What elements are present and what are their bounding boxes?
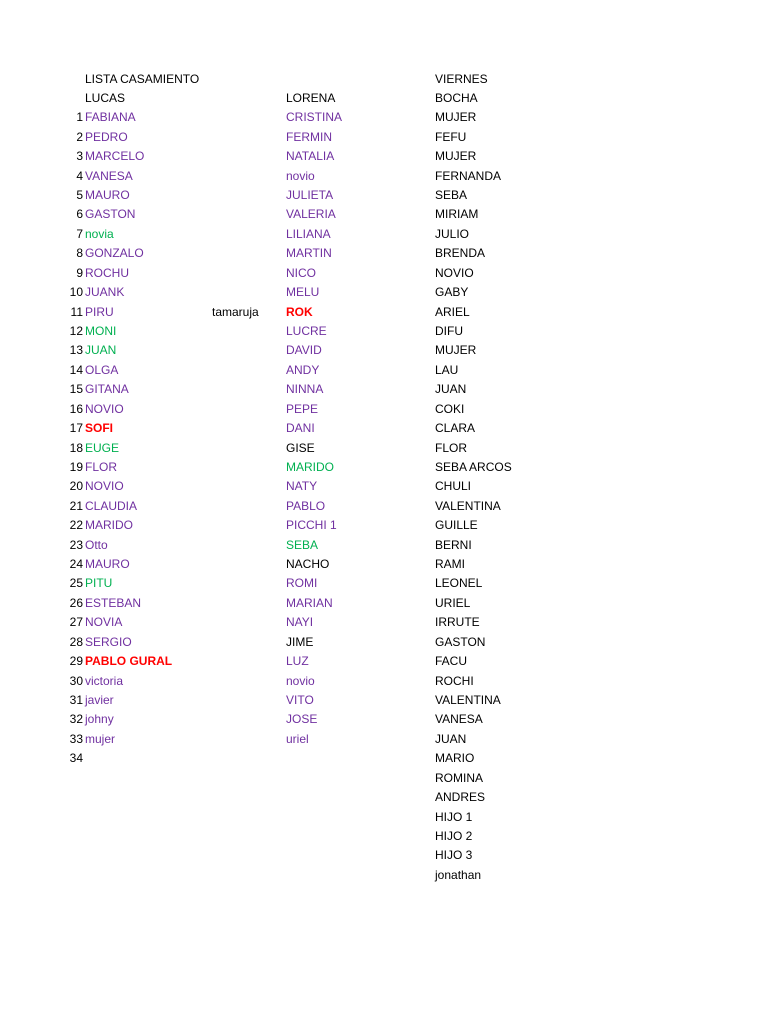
- row-number: 1: [76, 110, 83, 125]
- guest-name: LAU: [435, 362, 459, 377]
- row-number: 33: [69, 731, 83, 746]
- guest-name: BERNI: [435, 537, 472, 552]
- guest-name: NATALIA: [286, 149, 335, 164]
- guest-name: VALERIA: [286, 207, 336, 222]
- guest-name: VALENTINA: [435, 498, 501, 513]
- guest-name: DANI: [286, 421, 315, 436]
- guest-name: ROCHU: [85, 265, 129, 280]
- guest-name: novia: [85, 226, 114, 241]
- guest-name: NICO: [286, 265, 316, 280]
- guest-name: PABLO: [286, 498, 326, 513]
- column-header-viernes: VIERNES: [435, 71, 488, 86]
- guest-name: JUAN: [85, 343, 117, 358]
- guest-name: COKI: [435, 401, 465, 416]
- guest-name: FERNANDA: [435, 168, 502, 183]
- guest-name: PIRU: [85, 304, 114, 319]
- guest-name: VANESA: [85, 168, 133, 183]
- guest-name: VANESA: [435, 712, 483, 727]
- guest-name: FABIANA: [85, 110, 136, 125]
- guest-name: PITU: [85, 576, 113, 591]
- row-number: 13: [69, 343, 83, 358]
- guest-name: MIRIAM: [435, 207, 479, 222]
- guest-name: ROMI: [286, 576, 318, 591]
- guest-name: novio: [286, 168, 315, 183]
- row-number: 8: [76, 246, 83, 261]
- guest-name: FLOR: [85, 459, 118, 474]
- guest-name: FEFU: [435, 129, 467, 144]
- guest-name: FACU: [435, 654, 468, 669]
- row-number: 30: [69, 673, 83, 688]
- guest-name: CRISTINA: [286, 110, 343, 125]
- guest-name: NOVIO: [85, 401, 124, 416]
- guest-name: MUJER: [435, 149, 477, 164]
- guest-name: GITANA: [85, 382, 129, 397]
- guest-name: JULIO: [435, 226, 470, 241]
- row-number: 10: [69, 285, 83, 300]
- guest-name: mujer: [85, 731, 116, 746]
- guest-name: FERMIN: [286, 129, 332, 144]
- guest-name: ANDY: [286, 362, 320, 377]
- guest-name: SEBA: [286, 537, 319, 552]
- guest-name: JOSE: [286, 712, 318, 727]
- guest-name: MARIDO: [286, 459, 334, 474]
- row-number: 25: [69, 576, 83, 591]
- row-number: 34: [69, 751, 83, 766]
- guest-name: NATY: [286, 479, 318, 494]
- guest-name: SOFI: [85, 421, 114, 436]
- guest-name: JIME: [286, 634, 314, 649]
- guest-name: LUZ: [286, 654, 309, 669]
- row-number: 27: [69, 615, 83, 630]
- guest-name: LUCRE: [286, 324, 327, 338]
- guest-name: MARCELO: [85, 149, 145, 164]
- guest-name: Otto: [85, 537, 108, 552]
- guest-name: JUANK: [85, 285, 125, 300]
- row-number: 32: [69, 712, 83, 727]
- guest-name: MELU: [286, 285, 320, 300]
- guest-name: OLGA: [85, 362, 119, 377]
- guest-name: CHULI: [435, 479, 472, 494]
- side-note: tamaruja: [212, 304, 259, 319]
- guest-name: MARIDO: [85, 518, 133, 533]
- row-number: 12: [69, 324, 83, 338]
- guest-name: MAURO: [85, 557, 130, 571]
- guest-name: PICCHI 1: [286, 518, 337, 533]
- guest-name: ARIEL: [435, 304, 470, 319]
- row-number: 17: [69, 421, 83, 436]
- row-number: 14: [69, 362, 83, 377]
- column-header-lorena: LORENA: [286, 90, 336, 105]
- row-number: 6: [76, 207, 83, 222]
- guest-name: novio: [286, 673, 315, 688]
- row-number: 22: [69, 518, 83, 533]
- guest-name: PABLO GURAL: [85, 654, 173, 669]
- row-number: 20: [69, 479, 83, 494]
- row-number: 21: [69, 498, 83, 513]
- guest-name: NAYI: [286, 615, 314, 630]
- guest-name: EUGE: [85, 440, 120, 455]
- guest-name: BOCHA: [435, 90, 478, 105]
- guest-name: JUAN: [435, 731, 467, 746]
- row-number: 16: [69, 401, 83, 416]
- guest-name: ESTEBAN: [85, 595, 142, 610]
- guest-name: GASTON: [435, 634, 486, 649]
- guest-name: PEDRO: [85, 129, 128, 144]
- guest-name: VALENTINA: [435, 692, 501, 707]
- guest-name: uriel: [286, 731, 309, 746]
- guest-name: DIFU: [435, 324, 463, 338]
- guest-name: johny: [85, 712, 114, 727]
- guest-name: NOVIO: [435, 265, 474, 280]
- guest-name: MONI: [85, 324, 117, 338]
- guest-name: victoria: [85, 673, 124, 688]
- guest-name: GISE: [286, 440, 315, 455]
- guest-name: SERGIO: [85, 634, 132, 649]
- guest-name: MAURO: [85, 188, 130, 202]
- guest-name: CLAUDIA: [85, 498, 138, 513]
- guest-name: IRRUTE: [435, 615, 480, 630]
- guest-name: VITO: [286, 692, 314, 707]
- guest-name: PEPE: [286, 401, 319, 416]
- guest-name: ROMINA: [435, 770, 483, 785]
- column-header-lucas: LUCAS: [85, 90, 126, 105]
- row-number: 26: [69, 595, 83, 610]
- guest-name: GABY: [435, 285, 469, 300]
- row-number: 2: [76, 129, 83, 144]
- guest-name: FLOR: [435, 440, 468, 455]
- row-number: 19: [69, 459, 83, 474]
- guest-name: JUAN: [435, 382, 467, 397]
- row-number: 4: [76, 168, 83, 183]
- guest-name: DAVID: [286, 343, 322, 358]
- guest-name: NACHO: [286, 557, 330, 571]
- guest-name: jonathan: [435, 867, 482, 882]
- guest-name: URIEL: [435, 595, 471, 610]
- row-number: 24: [69, 557, 83, 571]
- guest-name: BRENDA: [435, 246, 486, 261]
- guest-name: CLARA: [435, 421, 476, 436]
- guest-name: NOVIO: [85, 479, 124, 494]
- guest-name: SEBA: [435, 188, 468, 202]
- guest-name: MUJER: [435, 110, 477, 125]
- row-number: 29: [69, 654, 83, 669]
- guest-name: javier: [85, 692, 114, 707]
- guest-name: HIJO 2: [435, 828, 473, 843]
- guest-name: NINNA: [286, 382, 324, 397]
- row-number: 7: [76, 226, 83, 241]
- list-title: LISTA CASAMIENTO: [85, 71, 200, 86]
- guest-name: GONZALO: [85, 246, 144, 261]
- guest-name: MARIO: [435, 751, 475, 766]
- guest-name: ROCHI: [435, 673, 474, 688]
- guest-name: JULIETA: [286, 188, 334, 202]
- guest-name: HIJO 3: [435, 848, 473, 863]
- row-number: 23: [69, 537, 83, 552]
- guest-name: LILIANA: [286, 226, 331, 241]
- guest-name: HIJO 1: [435, 809, 473, 824]
- row-number: 15: [69, 382, 83, 397]
- guest-name: MARTIN: [286, 246, 332, 261]
- guest-name: ANDRES: [435, 790, 486, 804]
- row-number: 9: [76, 265, 83, 280]
- guest-name: NOVIA: [85, 615, 123, 630]
- guest-name: LEONEL: [435, 576, 483, 591]
- row-number: 31: [69, 692, 83, 707]
- row-number: 28: [69, 634, 83, 649]
- guest-name: GASTON: [85, 207, 136, 222]
- row-number: 18: [69, 440, 83, 455]
- row-number: 5: [76, 188, 83, 202]
- guest-name: GUILLE: [435, 518, 478, 533]
- guest-name: ROK: [286, 304, 313, 319]
- guest-name: MARIAN: [286, 595, 333, 610]
- guest-name: MUJER: [435, 343, 477, 358]
- guest-name: SEBA ARCOS: [435, 459, 512, 474]
- row-number: 11: [70, 304, 83, 319]
- row-number: 3: [76, 149, 83, 164]
- guest-name: RAMI: [435, 557, 465, 571]
